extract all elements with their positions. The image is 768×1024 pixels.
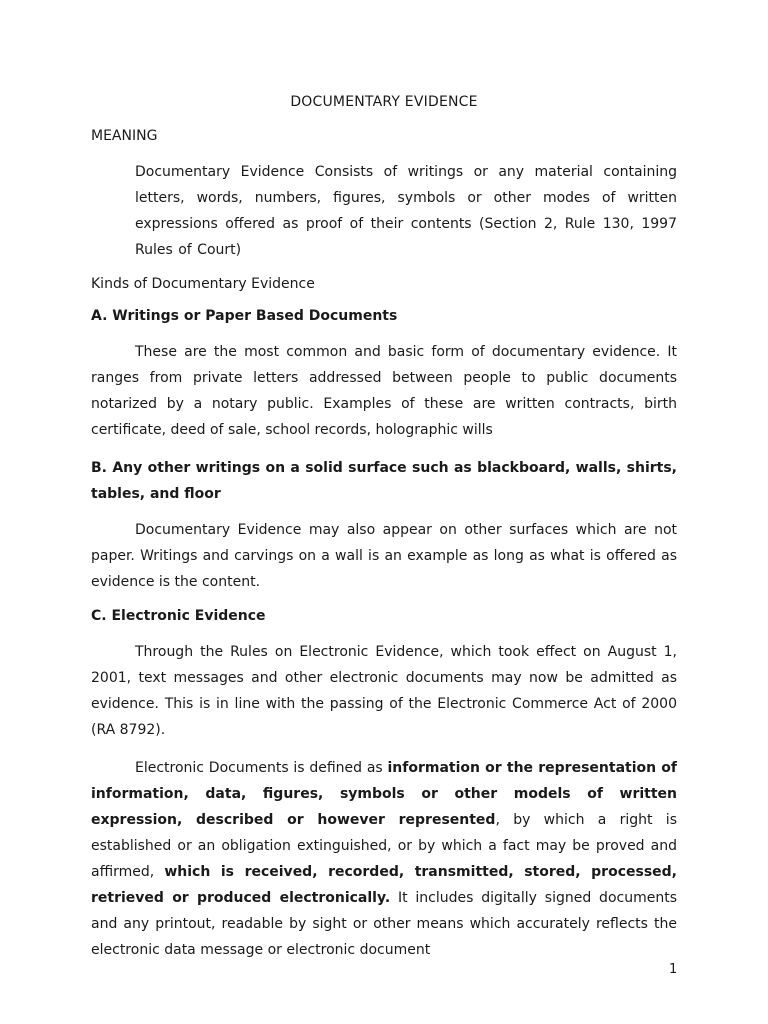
document-title: DOCUMENTARY EVIDENCE: [290, 94, 478, 110]
definition-text-3: It includes digitally signed documents and any printout, readable by sight or other means which accurately reflects the electronic data message or electronic document: [91, 890, 677, 958]
section-b-paragraph: Documentary Evidence may also appear on other surfaces which are not paper. Writings and carvings on a wall is an example as long as what is offered as evidence is the content.: [91, 522, 677, 590]
section-c-heading: C. Electronic Evidence: [91, 608, 266, 624]
section-a-heading: A. Writings or Paper Based Documents: [91, 308, 398, 324]
definition-text-2: , by which a right is established or an obligation extinguished, or by which a fact may be proved and affirmed,: [91, 812, 677, 880]
meaning-heading: MEANING: [91, 128, 158, 144]
definition-bold-1: information or the representation of information, data, figures, symbols or other models of written expression, described or however represented: [91, 760, 677, 828]
definition-bold-2: which is received, recorded, transmitted, stored, processed, retrieved or produced electronically.: [91, 864, 678, 906]
section-b-heading: B. Any other writings on a solid surface such as blackboard, walls, shirts, tables, and floor: [91, 460, 677, 502]
section-a-paragraph: These are the most common and basic form of documentary evidence. It ranges from private letters addressed between people to public documents notarized by a notary public. Examples of these are written contracts, birth certificate, deed of sale, school records, holographic wills: [91, 344, 677, 438]
page-number: 1: [669, 962, 678, 977]
section-c-paragraph: Through the Rules on Electronic Evidence, which took effect on August 1, 2001, text messages and other electronic documents may now be admitted as evidence. This is in line with the passing of the Electronic Commerce Act of 2000 (RA 8792).: [91, 644, 677, 738]
meaning-paragraph: Documentary Evidence Consists of writings or any material containing letters, words, numbers, figures, symbols or other modes of written expressions offered as proof of their contents (Section 2, Rule 130, 1997 Rules of Court): [135, 164, 677, 258]
definition-text-1: Electronic Documents is defined as: [135, 760, 388, 776]
kinds-heading: Kinds of Documentary Evidence: [91, 276, 315, 292]
document-page: [91, 93, 677, 975]
electronic-document-definition: [91, 755, 677, 963]
